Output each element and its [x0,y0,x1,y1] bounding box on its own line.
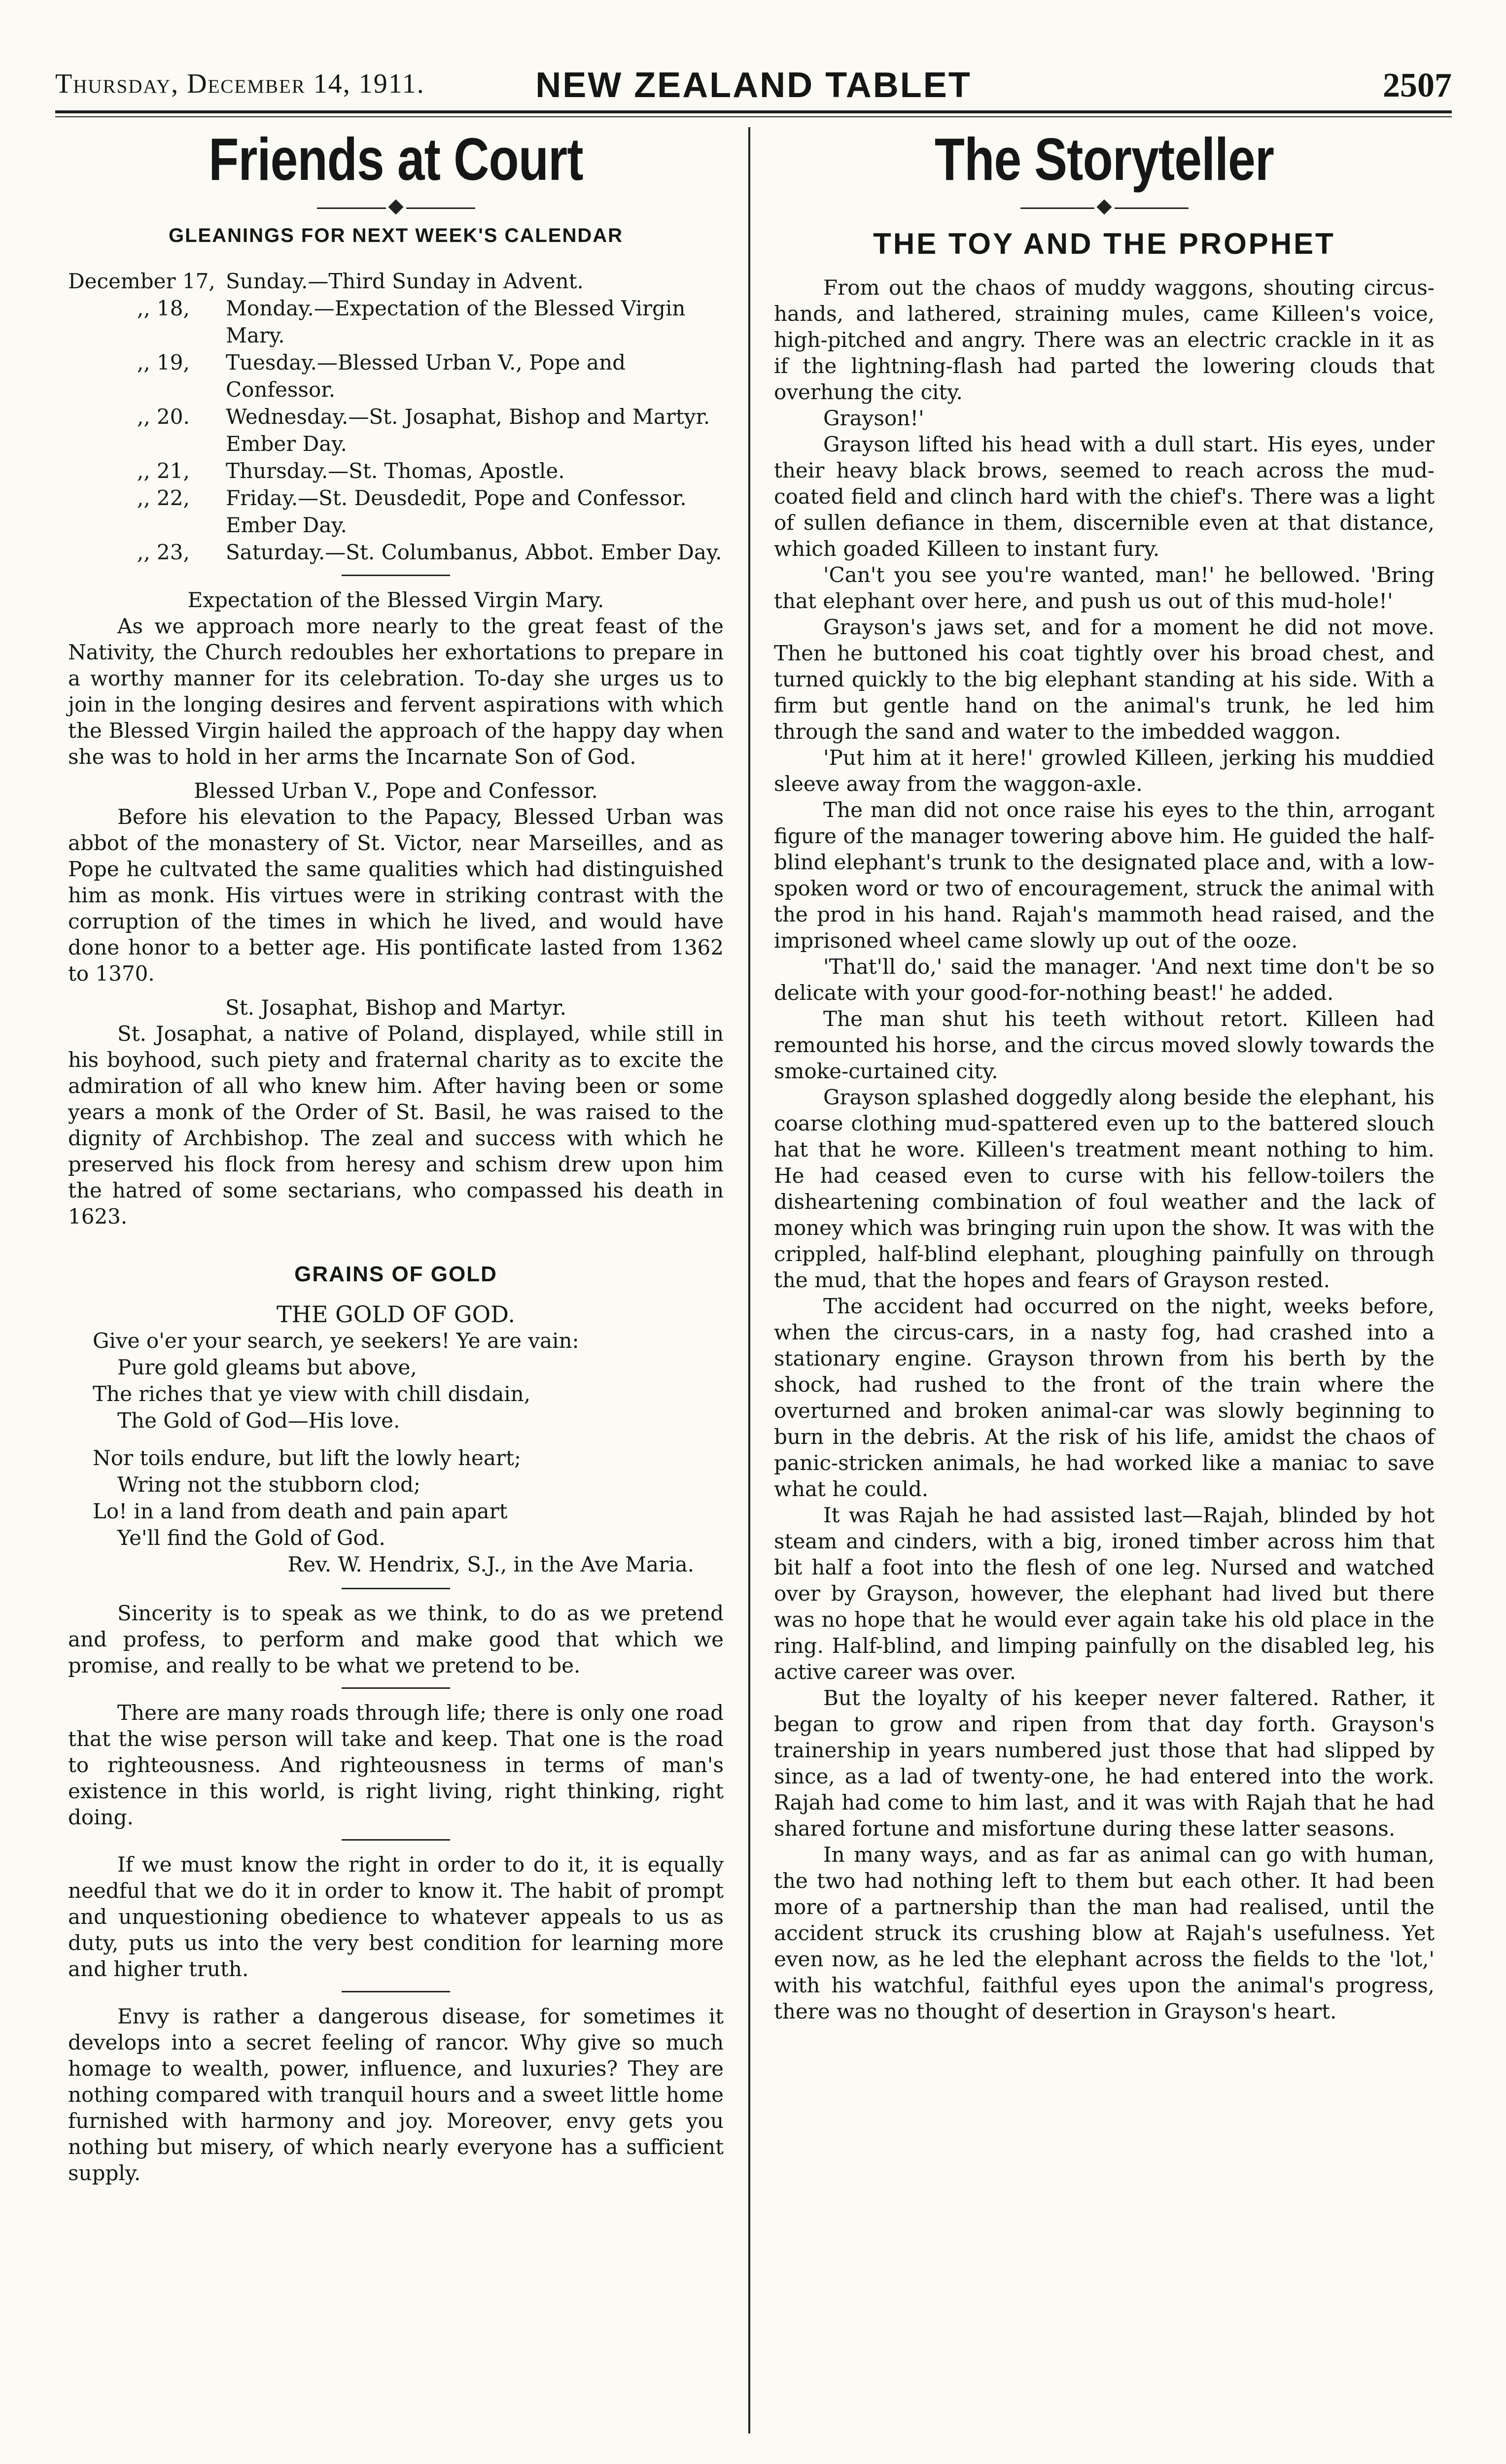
grains-heading: GRAINS OF GOLD [294,1262,497,1287]
section-title-friends-at-court: Friends at Court [209,126,583,193]
poem-credit: Rev. W. Hendrix, S.J., in the Ave Maria. [287,1552,694,1577]
story-paragraph: The man shut his teeth without retort. Killeen had remounted his horse, and the circus moved slowly towards the smoke-curtained city. [774,1007,1435,1084]
rule [342,1991,450,1992]
calendar-subtitle: GLEANINGS FOR NEXT WEEK'S CALENDAR [169,225,623,247]
story-paragraph: But the loyalty of his keeper never faltered. Rather, it began to grow and ripen from that day forth. Grayson's trainership in years numbered just those that had slipped by since, as a lad of twenty-one, he had entered into the work. Rajah had come to him last, and it was with Rajah that he had shared fortune and misfortune during these latter seasons. [774,1686,1435,1841]
issue-date: Thursday, December 14, 1911. [55,68,425,99]
poem [68,1328,724,1551]
story-paragraph: Grayson lifted his head with a dull start. His eyes, under their heavy black brows, seemed to reach across the mud-coated field and clinch hard with the chief's. There was a light of sullen defiance in them, discernible even at that distance, which goaded Killeen to instant fury. [774,432,1435,561]
poem-line: Give o'er your search, ye seekers! Ye are vain: [93,1329,579,1353]
column-divider [748,127,750,2433]
feast-paragraph: As we approach more nearly to the great feast of the Nativity, the Church redoubles her exhortations to prepare in a worthy manner for its celebration. To-day she urges us to join in the longing desires and fervent aspirations with which the Blessed Virgin hailed the approach of the happy day when she was to hold in her arms the Incarnate Son of God. [68,614,724,769]
poem-line: The Gold of God—His love. [117,1408,400,1433]
calendar-row: ,, 20. Wednesday.—St. Josaphat, Bishop and Martyr. Ember Day. [137,405,710,456]
rule [342,575,450,576]
masthead: NEW ZEALAND TABLET [535,66,972,105]
left-column [68,123,724,2186]
poem-line: Nor toils endure, but lift the lowly heart; [93,1446,522,1471]
calendar-row: December 17, Sunday.—Third Sunday in Advent. [68,269,584,294]
poem-line: Wring not the stubborn clod; [117,1472,421,1497]
calendar-row: ,, 18, Monday.—Expectation of the Blessed Virgin Mary. [137,296,686,348]
story-paragraph: Grayson!' [823,406,924,431]
story-paragraph: 'Can't you see you're wanted, man!' he bellowed. 'Bring that elephant over here, and push us out of this mud-hole!' [774,563,1435,614]
poem-title: THE GOLD OF GOD. [276,1301,516,1328]
page-number: 2507 [1383,67,1452,104]
story-paragraph: The accident had occurred on the night, weeks before, when the circus-cars, in a nasty fog, had crashed into a stationary engine. Grayson thrown from his berth by the shock, had rushed to the front of the train where the overturned and broken animal-car was slowly beginning to burn in the debris. At the risk of his life, amidst the chaos of panic-stricken animals, he had worked like a maniac to save what he could. [774,1294,1435,1502]
story-paragraph: 'Put him at it here!' growled Killeen, jerking his muddied sleeve away from the waggon-axle. [774,746,1435,796]
poem-line: Ye'll find the Gold of God. [117,1526,385,1550]
calendar-row: ,, 19, Tuesday.—Blessed Urban V., Pope and Confessor. [137,350,626,402]
calendar-row: ,, 21, Thursday.—St. Thomas, Apostle. [137,459,565,483]
rule [342,1588,450,1589]
story-paragraph: From out the chaos of muddy waggons, shouting circus-hands, and lathered, straining mules, came Killeen's voice, high-pitched and angry. There was an electric crackle in it as if the lightning-flash had parted the lowering clouds that overhung the city. [774,275,1435,405]
poem-line: Pure gold gleams but above, [117,1355,417,1380]
calendar-row: ,, 23, Saturday.—St. Columbanus, Abbot. Ember Day. [137,540,722,565]
feast-heading: Blessed Urban V., Pope and Confessor. [194,779,598,803]
story-title: THE TOY AND THE PROPHET [873,227,1335,261]
feast-heading: St. Josaphat, Bishop and Martyr. [225,995,566,1020]
grain-paragraph: Envy is rather a dangerous disease, for sometimes it develops into a secret feeling of rancor. Why give so much homage to wealth, power, influence, and luxuries? They are nothing compared with tranquil hours and a sweet little home furnished with harmony and joy. Moreover, envy gets you nothing but misery, of which nearly everyone has a sufficient supply. [68,2004,724,2186]
poem-line: Lo! in a land from death and pain apart [93,1499,508,1524]
header-rule [55,116,1452,117]
feast-paragraph: Before his elevation to the Papacy, Blessed Urban was abbot of the monastery of St. Victor, near Marseilles, and as Pope he cultvated the same qualities which had distinguished him as monk. His virtues were in striking contrast with the corruption of the times in which he lived, and would have done honor to a better age. His pontificate lasted from 1362 to 1370. [68,805,724,986]
story-paragraph: 'That'll do,' said the manager. 'And next time don't be so delicate with your good-for-nothing beast!' he added. [774,955,1435,1005]
poem-line: The riches that ye view with chill disdain, [93,1382,531,1406]
ornament-divider [68,198,724,218]
grain-paragraph: There are many roads through life; there is only one road that the wise person will take and keep. That one is the road to righteousness. And righteousness in terms of man's existence in this world, is right living, right thinking, right doing. [68,1701,724,1830]
feast-heading: Expectation of the Blessed Virgin Mary. [187,588,604,613]
story-paragraph: In many ways, and as far as animal can go with human, the two had nothing left to them but each other. It had been more of a partnership than the man had realised, until the accident struck its crushing blow at Rajah's usefulness. Yet even now, as he led the elephant across the fields to the 'lot,' with his watchful, faithful eyes upon the animal's progress, there was no thought of desertion in Grayson's heart. [774,1843,1435,2024]
right-column [774,123,1435,2024]
grain-paragraph: Sincerity is to speak as we think, to do as we pretend and profess, to perform and make good that which we promise, and really to be what we pretend to be. [68,1601,724,1678]
page-header [55,68,1452,113]
ornament-divider [774,198,1435,218]
calendar-row: ,, 22, Friday.—St. Deusdedit, Pope and Confessor. Ember Day. [137,486,687,538]
story-paragraph: The man did not once raise his eyes to the thin, arrogant figure of the manager towering above him. He guided the half-blind elephant's trunk to the designated place and, with a low-spoken word or two of encouragement, struck the animal with the prod in his hand. Rajah's mammoth head raised, and the imprisoned wheel came slowly up out of the ooze. [774,798,1435,953]
story-paragraph: Grayson's jaws set, and for a moment he did not move. Then he buttoned his coat tightly over his broad chest, and turned quickly to the big elephant standing at his side. With a firm but gentle hand on the animal's trunk, he led him through the sand and water to the imbedded waggon. [774,615,1435,744]
grain-paragraph: If we must know the right in order to do it, it is equally needful that we do it in order to know it. The habit of prompt and unquestioning obedience to whatever appeals to us as duty, puts us into the very best condition for learning more and higher truth. [68,1852,724,1982]
rule [342,1687,450,1689]
story-paragraph: It was Rajah he had assisted last—Rajah, blinded by hot steam and cinders, with a big, ironed timber across him that bit half a foot into the flesh of one leg. Nursed and watched over by Grayson, however, the elephant had lived but there was no hope that he would ever again take his old place in the ring. Half-blind, and limping painfully on the disabled leg, his active career was over. [774,1503,1435,1684]
calendar-list [68,268,724,566]
rule [342,1839,450,1841]
feast-paragraph: St. Josaphat, a native of Poland, displayed, while still in his boyhood, such piety and fraternal charity as to excite the admiration of all who knew him. After having been or some years a monk of the Order of St. Basil, he was raised to the dignity of Archbishop. The zeal and success with which he preserved his flock from heresy and schism drew upon him the hatred of some sectarians, who compassed his death in 1623. [68,1022,724,1229]
section-title-storyteller: The Storyteller [934,126,1274,193]
story-paragraph: Grayson splashed doggedly along beside the elephant, his coarse clothing mud-spattered even up to the battered slouch hat that he wore. Killeen's treatment meant nothing to him. He had ceased even to curse with his fellow-toilers the disheartening combination of foul weather and the lack of money which was bringing ruin upon the show. It was with the crippled, half-blind elephant, ploughing painfully on through the mud, that the hopes and fears of Grayson rested. [774,1085,1435,1293]
